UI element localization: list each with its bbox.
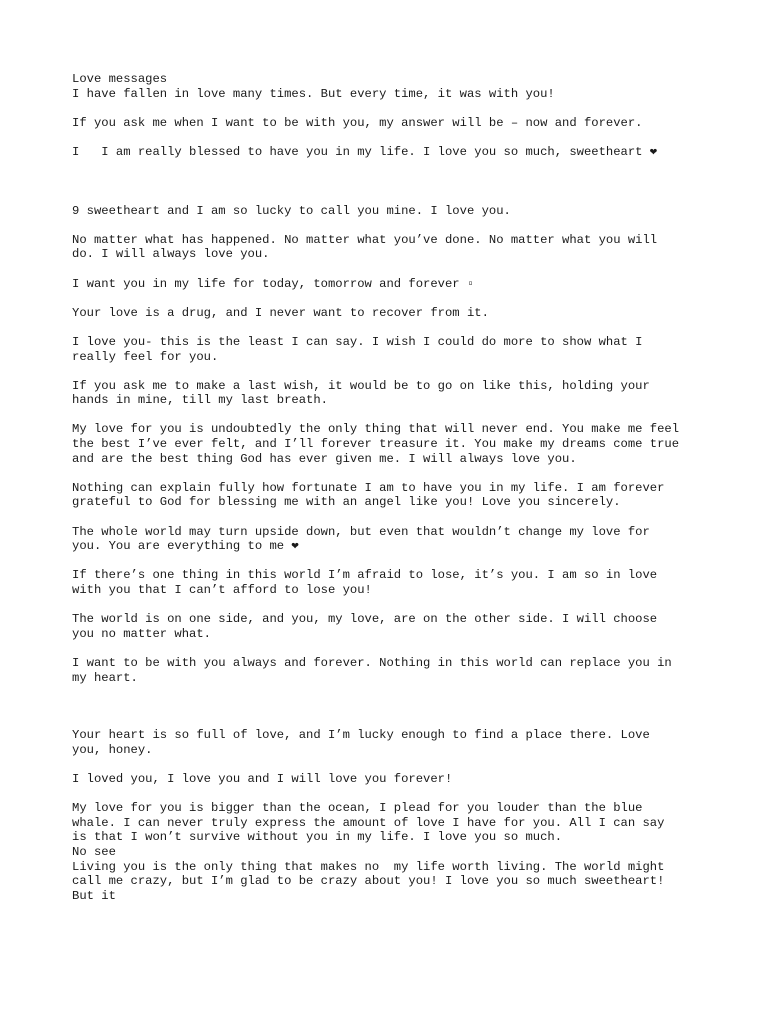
paragraph-line: is that I won’t survive without you in my life. I love you so much. [72, 830, 563, 845]
paragraph-7 [72, 306, 702, 321]
paragraph-line: My love for you is undoubtedly the only thing that will never end. You make me feel [72, 422, 680, 437]
paragraph-5 [72, 233, 702, 262]
paragraph-line: grateful to God for blessing me with an angel like you! Love you sincerely. [72, 495, 621, 510]
paragraph-12 [72, 525, 702, 554]
paragraph-line: you, honey. [72, 742, 153, 757]
paragraph-6 [72, 277, 702, 292]
document-body [72, 72, 702, 918]
paragraph-11 [72, 481, 702, 510]
paragraph-line: 9 sweetheart and I am so lucky to call you mine. I love you. [72, 203, 511, 218]
paragraph-line: Living you is the only thing that makes no my life worth living. The world might [72, 859, 665, 874]
paragraph-line: I want to be with you always and forever. Nothing in this world can replace you in [72, 655, 672, 670]
paragraph-line: and are the best thing God has ever given me. I will always love you. [72, 451, 577, 466]
paragraph-line: hands in mine, till my last breath. [72, 393, 328, 408]
paragraph-line: If you ask me to make a last wish, it would be to go on like this, holding your [72, 378, 650, 393]
paragraph-line: My love for you is bigger than the ocean, I plead for you louder than the blue [72, 801, 643, 816]
paragraph-line: do. I will always love you. [72, 247, 270, 262]
paragraph-line: Your love is a drug, and I never want to recover from it. [72, 305, 489, 320]
paragraph-line: my heart. [72, 670, 138, 685]
paragraph-14 [72, 612, 702, 641]
paragraph-2 [72, 116, 702, 131]
paragraph-16 [72, 728, 702, 757]
paragraph-line: you no matter what. [72, 626, 211, 641]
paragraph-line: No matter what has happened. No matter what you’ve done. No matter what you will [72, 232, 658, 247]
paragraph-line: The world is on one side, and you, my love, are on the other side. I will choose [72, 612, 658, 627]
paragraph-line: the best I’ve ever felt, and I’ll forever treasure it. You make my dreams come true [72, 437, 680, 452]
paragraph-line: with you that I can’t afford to lose you! [72, 583, 372, 597]
paragraph-18 [72, 801, 702, 903]
paragraph-13 [72, 568, 702, 597]
paragraph-line: whale. I can never truly express the amount of love I have for you. All I can say [72, 815, 665, 830]
paragraph-line: The whole world may turn upside down, but even that wouldn’t change my love for [72, 524, 650, 539]
blank-space [72, 685, 702, 728]
paragraph-line: I love you- this is the least I can say. I wish I could do more to show what I [72, 334, 643, 349]
blank-space [72, 160, 702, 204]
paragraph-line: Your heart is so full of love, and I’m lucky enough to find a place there. Love [72, 728, 650, 743]
paragraph-line: I want you in my life for today, tomorrow and forever ▫ [72, 276, 475, 291]
paragraph-line: call me crazy, but I’m glad to be crazy about you! I love you so much sweetheart! [72, 874, 665, 889]
paragraph-3 [72, 145, 702, 160]
paragraph-line: I have fallen in love many times. But every time, it was with you! [72, 86, 555, 101]
paragraph-line: If you ask me when I want to be with you, my answer will be – now and forever. [72, 115, 643, 130]
paragraph-10 [72, 422, 702, 466]
paragraph-line: really feel for you. [72, 349, 219, 364]
paragraph-line: Nothing can explain fully how fortunate I am to have you in my life. I am forever [72, 480, 665, 495]
paragraph-17 [72, 772, 702, 787]
paragraph-line: I I am really blessed to have you in my life. I love you so much, sweetheart ❤ [72, 144, 658, 159]
paragraph-line: If there’s one thing in this world I’m afraid to lose, it’s you. I am so in love [72, 568, 658, 583]
paragraph-4 [72, 204, 702, 219]
paragraph-line: But it [72, 888, 116, 903]
paragraph-15 [72, 656, 702, 685]
paragraph-1 [72, 87, 702, 102]
paragraph-line: I loved you, I love you and I will love you forever! [72, 771, 453, 786]
paragraph-8 [72, 335, 702, 364]
document-title: Love messages [72, 72, 168, 86]
paragraph-line: No see [72, 844, 116, 859]
paragraph-line: you. You are everything to me ❤ [72, 539, 299, 554]
paragraph-9 [72, 379, 702, 408]
